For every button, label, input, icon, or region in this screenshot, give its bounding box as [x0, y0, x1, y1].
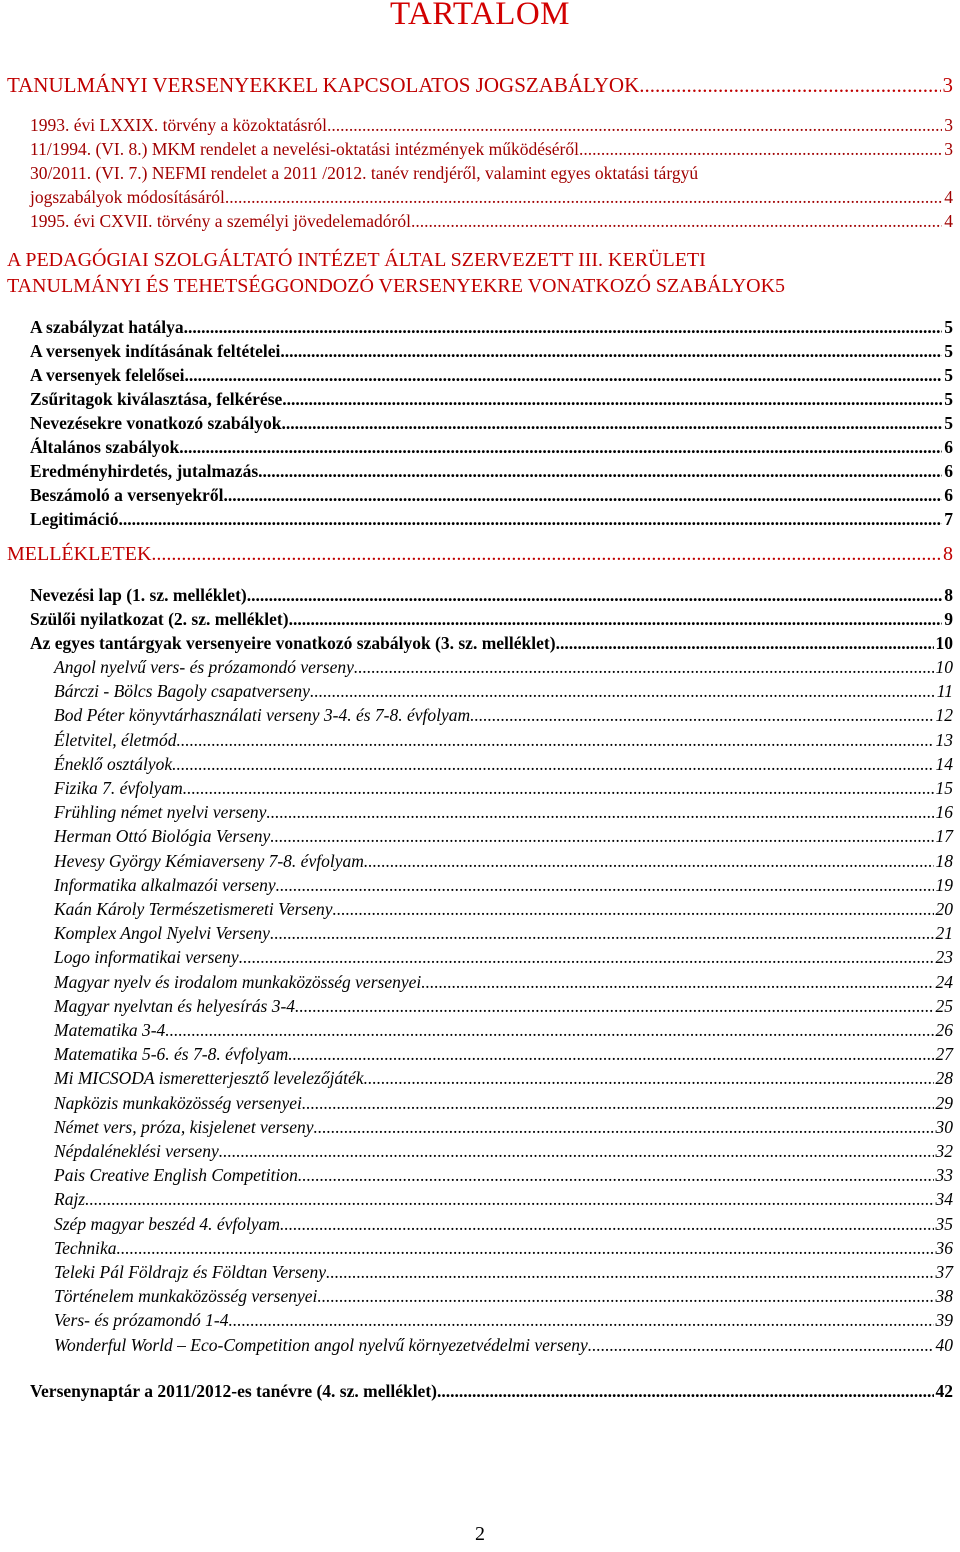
toc-entry-text: Hevesy György Kémiaverseny 7-8. évfolyam: [54, 850, 364, 871]
toc-entry[interactable]: [30, 115, 953, 136]
toc-leader: [270, 826, 933, 847]
toc-entry-text: Német vers, próza, kisjelenet verseny: [54, 1116, 314, 1137]
toc-leader: [310, 681, 935, 702]
toc-page-number: 6: [944, 461, 953, 481]
toc-page-number: 32: [935, 1141, 953, 1161]
toc-leader: [333, 899, 934, 920]
toc-competition-entry[interactable]: [54, 1020, 953, 1041]
toc-competition-entry[interactable]: [54, 1117, 953, 1138]
toc-page-number: 6: [944, 485, 953, 505]
toc-entry-text: Fizika 7. évfolyam: [54, 778, 183, 798]
toc-entry[interactable]: [30, 317, 953, 338]
toc-page-number: 5: [944, 389, 953, 409]
toc-competition-entry[interactable]: [54, 778, 953, 799]
toc-competition-entry[interactable]: [54, 947, 953, 968]
toc-page-number: 5: [775, 275, 786, 297]
toc-leader: [270, 923, 934, 944]
toc-page-number: 4: [944, 187, 953, 207]
toc-entry-text: Bod Péter könyvtárhasználati verseny 3-4. és 7-8. évfolyam: [54, 705, 471, 726]
toc-page-number: 42: [935, 1381, 953, 1401]
toc-leader: [151, 543, 941, 566]
toc-page-number: 23: [935, 947, 953, 968]
toc-entry-text: Rajz: [54, 1189, 86, 1210]
toc-leader: [280, 1214, 934, 1235]
toc-section-legal[interactable]: [7, 73, 953, 98]
toc-entry-text: Vers- és prózamondó 1-4: [54, 1310, 229, 1331]
toc-entry-text: Legitimáció: [30, 509, 119, 529]
toc-page-number: 34: [935, 1189, 953, 1210]
toc-competition-entry[interactable]: [54, 1165, 953, 1186]
toc-page-number: 5: [944, 317, 953, 337]
toc-page-number: 39: [935, 1310, 953, 1331]
toc-section-rules-line1[interactable]: A PEDAGÓGIAI SZOLGÁLTATÓ INTÉZET ÁLTAL SZERVEZETT III. KERÜLETI: [7, 249, 706, 271]
toc-competition-entry[interactable]: [54, 681, 953, 702]
toc-entry[interactable]: [30, 461, 953, 482]
toc-entry-text: MELLÉKLETEK: [7, 543, 152, 565]
toc-leader: [639, 73, 940, 98]
toc-page-number: 10: [935, 657, 953, 677]
toc-competition-entry[interactable]: [54, 899, 953, 920]
toc-entry-text: Nevezési lap (1. sz. melléklet): [30, 585, 247, 605]
toc-competition-entry[interactable]: [54, 802, 953, 823]
toc-section-rules[interactable]: [7, 275, 953, 298]
toc-entry[interactable]: [30, 437, 953, 458]
toc-competition-entry[interactable]: [54, 923, 953, 944]
toc-entry-text: Versenynaptár a 2011/2012-es tanévre (4. sz. melléklet): [30, 1381, 437, 1401]
toc-entry-text: 11/1994. (VI. 8.) MKM rendelet a nevelési-oktatási intézmények működéséről: [30, 139, 579, 159]
toc-page-number: 6: [944, 437, 953, 457]
toc-leader: [579, 139, 942, 160]
toc-entry-text: Frühling német nyelvi verseny: [54, 802, 267, 823]
toc-page-number: 20: [935, 899, 953, 919]
toc-leader: [298, 1165, 934, 1186]
toc-page-number: 25: [935, 995, 953, 1016]
toc-leader: [470, 705, 933, 726]
toc-page-number: 10: [935, 633, 953, 653]
toc-page-number: 19: [935, 874, 953, 895]
toc-entry-text: Általános szabályok: [30, 437, 180, 457]
toc-leader: [176, 730, 933, 751]
toc-entry[interactable]: [30, 633, 953, 654]
toc-page-number: 17: [935, 826, 953, 847]
toc-entry-text: Pais Creative English Competition: [54, 1165, 298, 1186]
toc-leader: [556, 633, 934, 654]
toc-page-number: 11: [936, 681, 953, 702]
toc-leader: [276, 875, 934, 896]
toc-page-number: 4: [944, 211, 953, 231]
toc-page-number: 15: [935, 778, 953, 798]
toc-leader: [258, 461, 942, 482]
toc-leader: [280, 341, 942, 362]
toc-page-number: 30: [935, 1116, 953, 1137]
toc-leader: [165, 1020, 933, 1041]
toc-competition-entry[interactable]: [54, 1262, 953, 1283]
toc-page-number: 38: [935, 1286, 953, 1307]
toc-entry-text: Zsűritagok kiválasztása, felkérése: [30, 389, 283, 409]
toc-page-number: 8: [943, 543, 953, 565]
toc-page-number: 26: [935, 1020, 953, 1040]
toc-entry-text: Kaán Károly Természetismereti Verseny: [54, 899, 333, 919]
toc-leader: [354, 657, 934, 678]
toc-competition-entry[interactable]: [54, 1214, 953, 1235]
toc-page-number: 12: [935, 705, 953, 726]
toc-entry[interactable]: [30, 609, 953, 630]
toc-competition-entry[interactable]: [54, 657, 953, 678]
toc-leader: [183, 778, 934, 799]
toc-entry-text: Wonderful World – Eco-Competition angol nyelvű környezetvédelmi verseny: [54, 1334, 588, 1355]
toc-page-number: 13: [935, 729, 953, 750]
toc-entry-text: jogszabályok módosításáról: [30, 187, 225, 207]
toc-entry-text: TANULMÁNYI VERSENYEKKEL KAPCSOLATOS JOGSZABÁLYOK: [7, 73, 640, 97]
toc-entry-text: Történelem munkaközösség versenyei: [54, 1286, 318, 1307]
toc-page-number: 18: [935, 850, 953, 871]
toc-leader: [179, 437, 942, 458]
toc-competition-entry[interactable]: [54, 1093, 953, 1114]
toc-leader: [289, 609, 943, 630]
toc-entry-text: A szabályzat hatálya: [30, 317, 184, 337]
toc-competition-entry[interactable]: [54, 1044, 953, 1065]
toc-entry-text: Angol nyelvű vers- és prózamondó verseny: [54, 657, 354, 677]
toc-competition-entry[interactable]: [54, 730, 953, 751]
toc-competition-entry[interactable]: [54, 1189, 953, 1210]
toc-leader: [282, 389, 942, 410]
toc-entry[interactable]: [30, 585, 953, 606]
toc-entry-text: Teleki Pál Földrajz és Földtan Verseny: [54, 1262, 327, 1282]
toc-leader: [326, 1262, 933, 1283]
toc-section-annexes[interactable]: [7, 543, 953, 566]
toc-leader: [314, 1117, 934, 1138]
toc-leader: [411, 211, 942, 232]
toc-entry[interactable]: [30, 365, 953, 386]
toc-leader: [295, 996, 933, 1017]
toc-leader: [118, 509, 942, 530]
toc-page-number: 37: [935, 1262, 953, 1282]
toc-page-number: 36: [935, 1237, 953, 1258]
toc-competition-entry[interactable]: [54, 1310, 953, 1331]
toc-page-number: 14: [935, 753, 953, 774]
toc-entry-text: Magyar nyelvtan és helyesírás 3-4: [54, 995, 296, 1016]
toc-page-number: 5: [944, 365, 953, 385]
toc-entry-text: Az egyes tantárgyak versenyeire vonatkozó szabályok (3. sz. melléklet): [30, 633, 556, 653]
toc-competition-entry[interactable]: [54, 996, 953, 1017]
toc-leader: [239, 947, 934, 968]
toc-leader: [117, 1238, 934, 1259]
toc-entry[interactable]: [30, 389, 953, 410]
toc-leader: [85, 1189, 933, 1210]
toc-leader: [219, 1141, 934, 1162]
toc-entry[interactable]: [30, 187, 953, 208]
toc-competition-entry[interactable]: [54, 851, 953, 872]
toc-leader: [364, 1068, 934, 1089]
toc-page-number: 5: [944, 413, 953, 433]
toc-entry-text: Logo informatikai verseny: [54, 947, 239, 968]
toc-competition-entry[interactable]: [54, 705, 953, 726]
page-title: TARTALOM: [389, 0, 571, 32]
toc-competition-entry[interactable]: [54, 875, 953, 896]
toc-leader: [327, 115, 942, 136]
toc-leader: [225, 187, 942, 208]
toc-leader: [364, 851, 934, 872]
toc-competition-entry[interactable]: [54, 754, 953, 775]
toc-page-number: 5: [944, 341, 953, 361]
toc-page-number: 27: [935, 1044, 953, 1065]
toc-entry-text: Magyar nyelv és irodalom munkaközösség versenyei: [54, 971, 422, 992]
toc-entry-text: Éneklő osztályok: [54, 753, 173, 774]
toc-leader: [588, 1335, 934, 1356]
toc-competition-entry[interactable]: [54, 972, 953, 993]
toc-leader: [266, 802, 933, 823]
toc-page-number: 35: [935, 1213, 953, 1234]
toc-entry[interactable]: [30, 211, 953, 232]
toc-entry-text: Informatika alkalmazói verseny: [54, 874, 276, 895]
toc-page-number: 7: [944, 509, 953, 529]
toc-entry-text: Komplex Angol Nyelvi Verseny: [54, 923, 270, 944]
toc-entry-calendar[interactable]: [30, 1381, 953, 1402]
toc-entry-text: 1995. évi CXVII. törvény a személyi jövedelemadóról: [30, 211, 412, 231]
toc-entry-text: Szép magyar beszéd 4. évfolyam: [54, 1213, 280, 1234]
toc-competition-entry[interactable]: [54, 1238, 953, 1259]
toc-leader: [288, 1044, 933, 1065]
toc-entry-text: Napközis munkaközösség versenyei: [54, 1092, 302, 1113]
toc-leader: [302, 1093, 934, 1114]
toc-page-number: 40: [935, 1334, 953, 1355]
page-number: 2: [475, 1523, 485, 1545]
toc-entry-text: Mi MICSODA ismeretterjesztő levelezőjáték: [54, 1068, 364, 1089]
toc-leader: [184, 317, 943, 338]
toc-entry-text: Beszámoló a versenyekről: [30, 485, 224, 505]
toc-page-number: 8: [944, 585, 953, 605]
toc-entry[interactable]: [30, 509, 953, 530]
toc-entry-text: Nevezésekre vonatkozó szabályok: [30, 413, 282, 433]
toc-leader: [223, 485, 942, 506]
toc-page-number: 3: [944, 139, 953, 159]
toc-entry[interactable]: [30, 341, 953, 362]
toc-page-number: 33: [935, 1165, 953, 1186]
toc-entry[interactable]: [30, 413, 953, 434]
toc-page-number: 16: [935, 802, 953, 823]
toc-entry-text: Herman Ottó Biológia Verseny: [54, 826, 271, 847]
toc-competition-entry[interactable]: [54, 1068, 953, 1089]
toc-leader: [229, 1310, 934, 1331]
toc-leader: [247, 585, 943, 606]
toc-entry-text: Technika: [54, 1237, 117, 1258]
toc-leader: [185, 365, 943, 386]
toc-page-number: 9: [944, 609, 953, 629]
toc-entry[interactable]: [30, 139, 953, 160]
toc-leader: [317, 1286, 933, 1307]
toc-entry-text: A versenyek indításának feltételei: [30, 341, 281, 361]
toc-leader: [437, 1381, 934, 1402]
toc-entry-text: Bárczi - Bölcs Bagoly csapatverseny: [54, 681, 310, 702]
toc-competition-entry[interactable]: [54, 826, 953, 847]
toc-page-number: 29: [935, 1092, 953, 1113]
toc-leader: [172, 754, 933, 775]
toc-entry-text[interactable]: 30/2011. (VI. 7.) NEFMI rendelet a 2011 /2012. tanév rendjéről, valamint egyes oktatási tárgyú: [30, 163, 699, 183]
toc-competition-entry[interactable]: [54, 1141, 953, 1162]
toc-entry-text: Matematika 5-6. és 7-8. évfolyam: [54, 1044, 289, 1065]
toc-entry-text: TANULMÁNYI ÉS TEHETSÉGGONDOZÓ VERSENYEKRE VONATKOZÓ SZABÁLYOK: [7, 275, 776, 297]
toc-entry-text: Szülői nyilatkozat (2. sz. melléklet): [30, 609, 289, 629]
toc-entry-text: Eredményhirdetés, jutalmazás: [30, 461, 259, 481]
toc-page-number: 28: [935, 1068, 953, 1089]
toc-entry[interactable]: [30, 485, 953, 506]
toc-page-number: 3: [942, 73, 953, 97]
toc-leader: [421, 972, 933, 993]
toc-competition-entry[interactable]: [54, 1335, 953, 1356]
toc-competition-entry[interactable]: [54, 1286, 953, 1307]
toc-entry-text: Életvitel, életmód: [54, 729, 177, 750]
toc-page-number: 24: [935, 971, 953, 992]
toc-page-number: 3: [944, 115, 953, 135]
toc-page-number: 21: [935, 923, 953, 944]
toc-entry-text: A versenyek felelősei: [30, 365, 185, 385]
toc-entry-text: Népdaléneklési verseny: [54, 1141, 219, 1161]
toc-entry-text: Matematika 3-4: [54, 1020, 166, 1040]
toc-entry-text: 1993. évi LXXIX. törvény a közoktatásról: [30, 115, 327, 135]
toc-leader: [281, 413, 942, 434]
